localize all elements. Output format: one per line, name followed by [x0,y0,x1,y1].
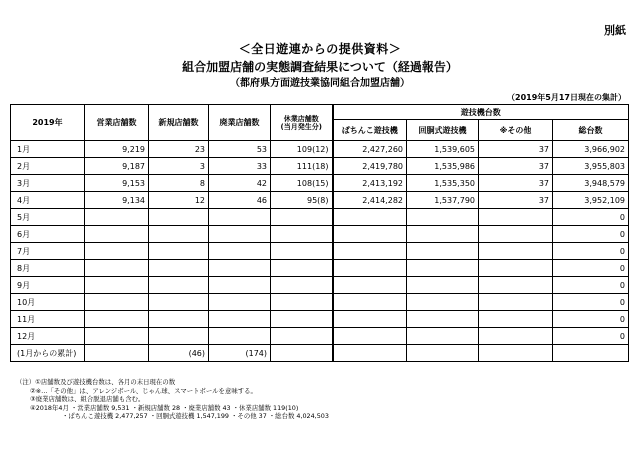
survey-table [10,104,629,362]
cell-other [479,311,553,328]
header-closed: 廃業店舗数 [209,105,271,141]
cell-total: 3,955,803 [553,158,629,175]
cell-slot [407,277,479,294]
cell-other [479,328,553,345]
cell-pachinko [333,260,407,277]
cell-month: 9月 [11,277,85,294]
cell-new [149,209,209,226]
cell-other [479,277,553,294]
cell-slot [407,209,479,226]
note-1 [16,378,329,387]
cumulative-empty [479,345,553,362]
cell-new [149,328,209,345]
cumulative-empty [333,345,407,362]
table-row [11,158,629,175]
cell-closed [209,277,271,294]
cell-closed [209,226,271,243]
attachment-label: 別紙 [604,24,626,37]
header-suspended [271,105,333,141]
cell-operating [85,277,149,294]
cell-total: 0 [553,226,629,243]
cell-suspended: 109(12) [271,141,333,158]
cell-other [479,243,553,260]
header-pachinko: ぱちんこ遊技機 [333,120,407,141]
cell-other: 37 [479,158,553,175]
cell-new: 8 [149,175,209,192]
header-new: 新規店舗数 [149,105,209,141]
as-of-date: （2019年5月17日現在の集計） [507,93,626,102]
table-row [11,294,629,311]
cell-suspended [271,311,333,328]
cell-suspended [271,328,333,345]
cumulative-empty [407,345,479,362]
cell-month: 3月 [11,175,85,192]
cell-slot [407,294,479,311]
note-1-text: ①店舗数及び遊技機台数は、各月の末日現在の数 [35,378,176,386]
cell-month: 2月 [11,158,85,175]
cell-month: 5月 [11,209,85,226]
cell-other [479,226,553,243]
cell-closed [209,294,271,311]
cell-suspended [271,226,333,243]
note-3: ③廃業店舗数は、組合脱退店舗も含む。 [30,395,145,404]
cell-suspended [271,209,333,226]
header-suspended-label: 休業店舗数 [283,114,319,123]
cell-operating: 9,153 [85,175,149,192]
table-row [11,311,629,328]
cell-total: 0 [553,277,629,294]
cell-month: 1月 [11,141,85,158]
cumulative-closed: (174) [209,345,271,362]
header-machines-group: 遊技機台数 [333,105,629,120]
cell-suspended: 108(15) [271,175,333,192]
cell-operating [85,294,149,311]
table-row [11,226,629,243]
cell-new: 23 [149,141,209,158]
cell-new [149,294,209,311]
cell-suspended [271,277,333,294]
cell-month: 8月 [11,260,85,277]
cell-closed: 46 [209,192,271,209]
cell-total: 0 [553,209,629,226]
cell-pachinko [333,311,407,328]
notes [16,378,329,421]
cumulative-empty [85,345,149,362]
cell-slot: 1,539,605 [407,141,479,158]
table-row [11,243,629,260]
cell-suspended: 111(18) [271,158,333,175]
cell-pachinko [333,328,407,345]
cell-other: 37 [479,192,553,209]
cell-operating: 9,219 [85,141,149,158]
cell-pachinko [333,226,407,243]
cell-new [149,311,209,328]
cell-pachinko: 2,419,780 [333,158,407,175]
cell-operating [85,328,149,345]
table-row [11,209,629,226]
cell-slot [407,226,479,243]
header-total: 総台数 [553,120,629,141]
cell-suspended: 95(8) [271,192,333,209]
cell-total: 0 [553,328,629,345]
note-4b: ・ぱちんこ遊技機 2,477,257 ・回胴式遊技機 1,547,199 ・その他 37 ・総台数 4,024,503 [62,412,329,421]
table-row [11,328,629,345]
cell-slot: 1,535,986 [407,158,479,175]
cell-month: 12月 [11,328,85,345]
table-row [11,192,629,209]
cell-other [479,294,553,311]
cell-slot [407,260,479,277]
cell-total: 0 [553,260,629,277]
cell-pachinko [333,243,407,260]
header-year: 2019年 [11,105,85,141]
cell-new [149,277,209,294]
table-row [11,277,629,294]
cell-closed [209,311,271,328]
cell-slot: 1,535,350 [407,175,479,192]
cell-other: 37 [479,141,553,158]
cell-closed [209,209,271,226]
cell-new [149,260,209,277]
header-suspended-sub: (当月発生分) [280,122,322,131]
cell-other [479,260,553,277]
cell-suspended [271,260,333,277]
cell-closed [209,328,271,345]
title-source: ＜全日遊連からの提供資料＞ [238,42,402,56]
cell-operating: 9,134 [85,192,149,209]
cell-operating [85,243,149,260]
cell-operating [85,226,149,243]
header-other: ※その他 [479,120,553,141]
cell-new [149,226,209,243]
cell-suspended [271,294,333,311]
table-row [11,141,629,158]
cell-total: 3,948,579 [553,175,629,192]
cell-pachinko: 2,414,282 [333,192,407,209]
cell-total: 0 [553,294,629,311]
note-4a: ④2018年4月 ・営業店舗数 9,531 ・新規店舗数 28 ・廃業店舗数 43 ・休業店舗数 119(10) [30,403,299,412]
cell-total: 0 [553,311,629,328]
cell-pachinko [333,294,407,311]
cell-operating: 9,187 [85,158,149,175]
cumulative-row [11,345,629,362]
cumulative-label: (1月からの累計) [11,345,85,362]
table-row [11,260,629,277]
cell-other [479,209,553,226]
cell-slot [407,328,479,345]
cell-pachinko: 2,427,260 [333,141,407,158]
cell-total: 3,966,902 [553,141,629,158]
cell-total: 0 [553,243,629,260]
cell-other: 37 [479,175,553,192]
cell-closed: 42 [209,175,271,192]
cell-month: 4月 [11,192,85,209]
header-slot: 回胴式遊技機 [407,120,479,141]
cell-pachinko [333,277,407,294]
cell-total: 3,952,109 [553,192,629,209]
cell-slot [407,311,479,328]
table-body [11,141,629,362]
cell-suspended [271,243,333,260]
cell-new [149,243,209,260]
cumulative-new: (46) [149,345,209,362]
cell-month: 6月 [11,226,85,243]
cell-pachinko: 2,413,192 [333,175,407,192]
note-prefix: （注） [16,378,36,386]
cell-month: 7月 [11,243,85,260]
cell-operating [85,209,149,226]
title-main: 組合加盟店舗の実態調査結果について（経過報告） [182,60,458,74]
cumulative-empty [553,345,629,362]
note-2: ②※…「その他」は、アレンジボール、じゃん球、スマートボールを意味する。 [30,386,257,395]
cell-pachinko [333,209,407,226]
cell-new: 12 [149,192,209,209]
cell-closed [209,260,271,277]
title-sub: （都府県方面遊技業協同組合加盟店舗） [230,78,410,89]
cell-operating [85,260,149,277]
table-row [11,175,629,192]
cell-new: 3 [149,158,209,175]
header-operating: 営業店舗数 [85,105,149,141]
cell-month: 11月 [11,311,85,328]
cell-closed: 33 [209,158,271,175]
cell-closed: 53 [209,141,271,158]
cell-closed [209,243,271,260]
cell-slot [407,243,479,260]
cumulative-empty [271,345,333,362]
cell-operating [85,311,149,328]
cell-slot: 1,537,790 [407,192,479,209]
cell-month: 10月 [11,294,85,311]
